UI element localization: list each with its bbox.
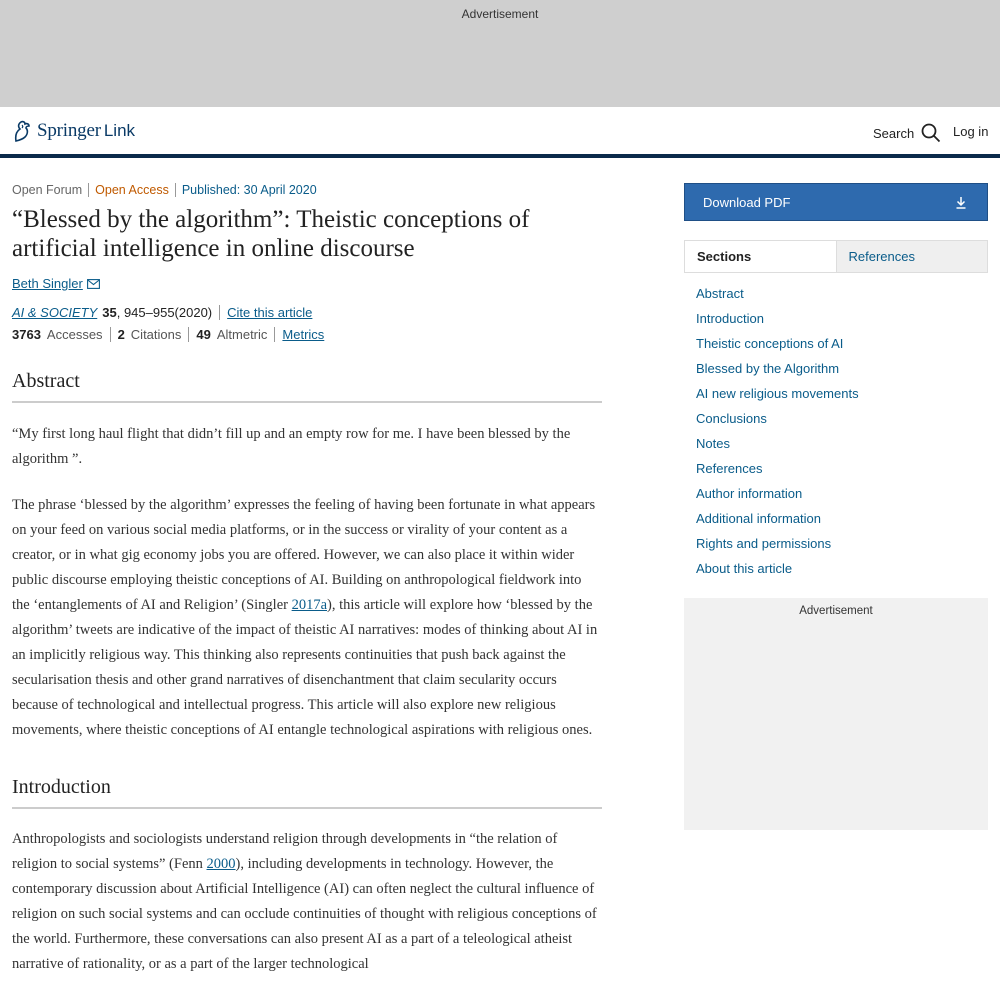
- brand-name: Springer: [37, 120, 101, 141]
- search-button[interactable]: [873, 123, 941, 143]
- journal-pages: , 945–955(2020): [116, 305, 213, 320]
- divider: [110, 327, 111, 342]
- advertisement-label: Advertisement: [799, 605, 873, 617]
- article-main: [12, 180, 602, 977]
- citations-label: Citations: [130, 327, 182, 342]
- toc-item-additional-information[interactable]: Additional information: [696, 511, 822, 526]
- altmetric-count: 49: [196, 327, 211, 342]
- top-advertisement[interactable]: [0, 0, 1000, 107]
- divider: [219, 305, 220, 320]
- search-label: Search: [873, 125, 915, 141]
- springer-horse-icon: [12, 119, 33, 143]
- metrics-link[interactable]: Metrics: [282, 327, 325, 342]
- cite-article-link[interactable]: Cite this article: [227, 305, 313, 320]
- toc-item-blessed-by-algorithm[interactable]: Blessed by the Algorithm: [696, 361, 840, 376]
- abstract-heading: Abstract: [12, 370, 602, 403]
- divider: [175, 183, 176, 197]
- abstract-text-end: ), this article will explore how ‘blessed by the algorithm’ tweets are indicative of the impact of theistic AI narratives: modes of thinking about AI in an implicitly religious way. This thinking also represents continuities that push back against the secularisation thesis and other grand narratives of disenchantment that claim secularity occurs because of technological and intellectual progress. This article will also explore new religious movements, where theistic conceptions of AI entangle technological aspirations with religious ones.: [12, 597, 598, 738]
- article-metrics: [12, 327, 602, 342]
- toc-item-author-information[interactable]: Author information: [696, 486, 803, 501]
- toc-item-about-article[interactable]: About this article: [696, 561, 793, 576]
- divider: [88, 183, 89, 197]
- introduction-paragraph: [12, 827, 602, 977]
- toc-item-rights-permissions[interactable]: Rights and permissions: [696, 536, 832, 551]
- accesses-label: Accesses: [46, 327, 103, 342]
- citations-count: 2: [117, 327, 125, 342]
- divider: [188, 327, 189, 342]
- sidebar-tabs: [684, 240, 988, 273]
- toc-item-references[interactable]: References: [696, 461, 763, 476]
- abstract-paragraph: [12, 493, 602, 743]
- sidebar-advertisement[interactable]: [684, 598, 988, 830]
- site-header: [0, 107, 1000, 158]
- altmetric-label: Altmetric: [216, 327, 268, 342]
- download-icon: [955, 196, 967, 209]
- toc-item-notes[interactable]: Notes: [696, 436, 730, 451]
- tab-sections[interactable]: Sections: [685, 241, 836, 272]
- open-access-badge: Open Access: [95, 183, 169, 197]
- divider: [274, 327, 275, 342]
- author-line: [12, 276, 602, 291]
- accesses-count: 3763: [12, 327, 41, 342]
- tab-references[interactable]: References: [836, 241, 988, 272]
- journal-volume: 35: [102, 305, 117, 320]
- journal-line: [12, 305, 602, 320]
- intro-text-start: Anthropologists and sociologists understand religion through developments in “the relation of religion to social systems” (Fenn: [12, 831, 558, 872]
- email-icon[interactable]: [87, 279, 100, 289]
- toc-item-ai-new-religious-movements[interactable]: AI new religious movements: [696, 386, 859, 401]
- toc-item-abstract[interactable]: Abstract: [696, 286, 744, 301]
- advertisement-label: Advertisement: [461, 7, 539, 21]
- abstract-quote: “My first long haul flight that didn’t fill up and an empty row for me. I have been blessed by the algorithm ”.: [12, 426, 571, 467]
- article-type: Open Forum: [12, 183, 83, 197]
- toc-item-conclusions[interactable]: Conclusions: [696, 411, 767, 426]
- download-pdf-label: Download PDF: [703, 194, 791, 210]
- author-link[interactable]: Beth Singler: [12, 276, 83, 291]
- article-sidebar: [684, 183, 988, 581]
- citation-link-fenn[interactable]: 2000: [206, 856, 236, 872]
- toc-item-introduction[interactable]: Introduction: [696, 311, 764, 326]
- article-meta: [12, 180, 602, 200]
- journal-link[interactable]: AI & SOCIETY: [12, 305, 98, 320]
- intro-text-end: ), including developments in technology. However, the contemporary discussion about Artificial Intelligence (AI) can often neglect the cultural influence of religion on such social systems and can occlude continuities of thought with religious conceptions of the world. Furthermore, these conversations can also present AI as a part of a teleological atheist narrative of rationality, or as a part of the larger technological: [12, 856, 597, 972]
- download-pdf-button[interactable]: [684, 183, 988, 221]
- introduction-heading: Introduction: [12, 776, 602, 809]
- abstract-text-start: The phrase ‘blessed by the algorithm’ expresses the feeling of having been fortunate in what appears on your feed on various social media platforms, or in the success or virality of your content as a creator, or in what gig economy jobs you are offered. However, we can also place it within wider public discourse employing theistic conceptions of AI. Building on anthropological fieldwork into the ‘entanglements of AI and Religion’ (Singler: [12, 497, 596, 613]
- search-icon: [921, 123, 941, 143]
- toc-item-theistic-conceptions[interactable]: Theistic conceptions of AI: [696, 336, 844, 351]
- citation-link-singler[interactable]: 2017a: [291, 597, 328, 613]
- springer-link-logo[interactable]: [12, 119, 135, 143]
- sections-list: [684, 281, 988, 581]
- login-link[interactable]: Log in: [953, 124, 989, 139]
- published-date: Published: 30 April 2020: [181, 183, 317, 197]
- brand-sub: Link: [103, 121, 136, 140]
- article-title: “Blessed by the algorithm”: Theistic conceptions of artificial intelligence in online discourse: [12, 206, 530, 262]
